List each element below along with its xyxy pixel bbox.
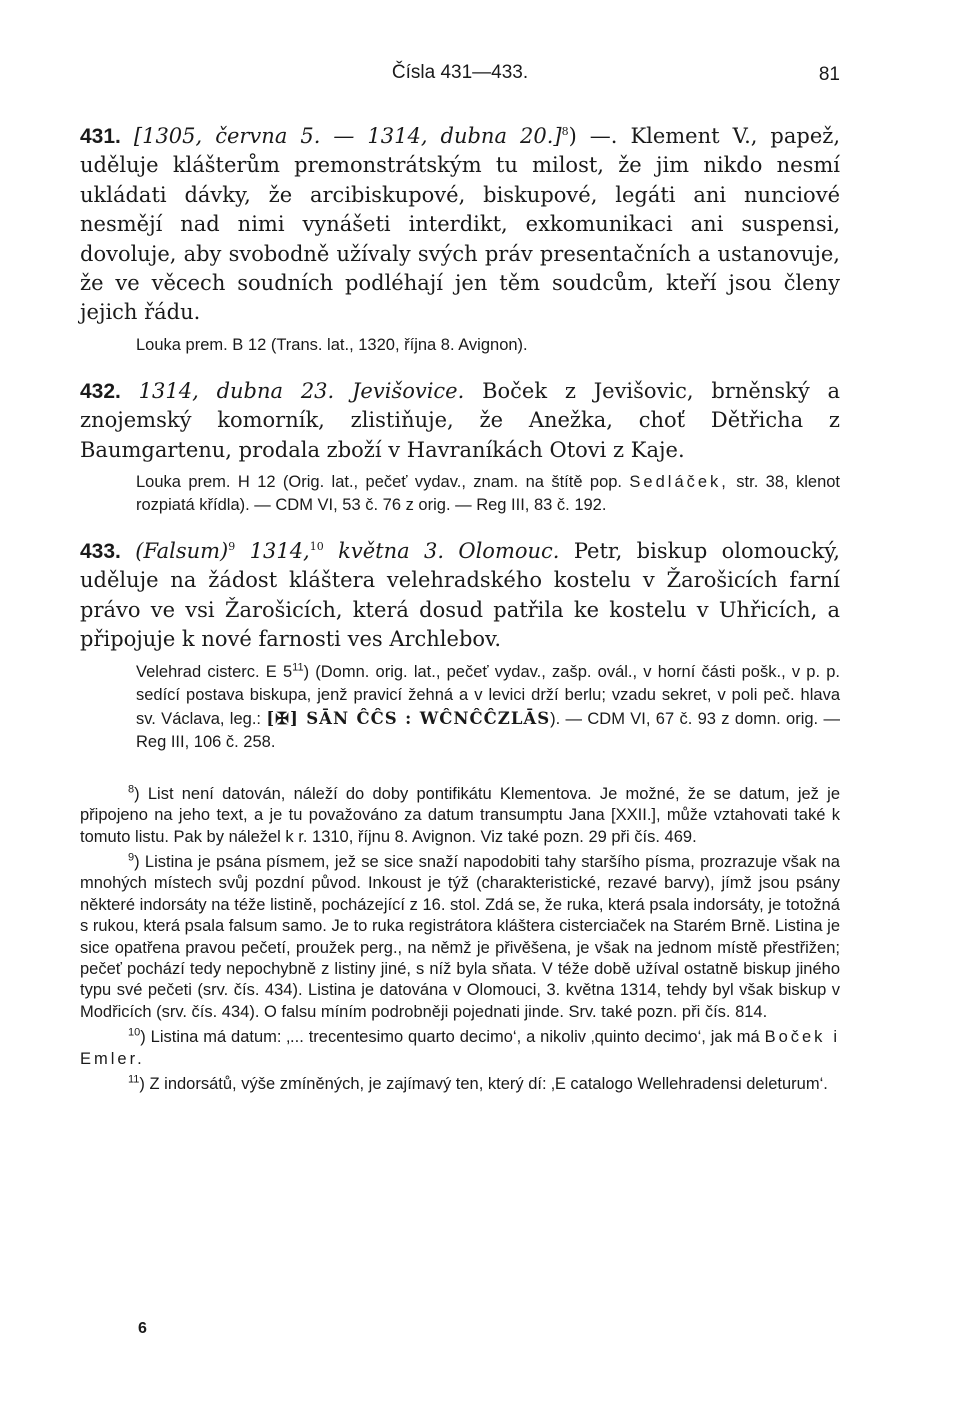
entry-date: (Falsum) xyxy=(135,539,229,564)
source-author: Sedláček, xyxy=(629,473,729,492)
entry-date: května 3. Olomouc. xyxy=(338,539,560,564)
entry-432-text xyxy=(80,377,840,465)
footnote-text: ) Listina má datum: ‚... trecentesimo quarto decimo‘, a nikoliv ‚quinto decimo‘, jak má xyxy=(140,1028,760,1047)
footnote-text: ) List není datován, náleží do doby pontifikátu Klementova. Je možné, že se datum, jež je připojeno na jeho text, a je tu považováno za datum transumptu Jana [XXII.], může vztahovati také k tomuto listu. Pak by náležel k r. 1310, říjnu 8. Avignon. Viz také pozn. 29 při čís. 469. xyxy=(80,784,840,846)
entry-431 xyxy=(80,122,840,357)
footnote-text: ) Listina je psána písmem, jež se sice snaží napodobiti tahy staršího písma, prozrazuje však na mnohých místech svůj pozdní původ. Inkoust je týž (charakteristické, rezavé barvy), jímž jsou psány některé indorsáty na téže listině, pocházející z 16. stol. Zdá se, že ruka, která psala indorsáty, je totožná s rukou, která psala falsum samo. Je to ruka registrátora kláštera cisterciaček na Starém Brně. Listina je sice opatřena pravou pečetí, proužek perg., na němž je přivěšena, je však na jednom místě přestřižen; pečeť pochází tedy nepochybně z listiny jiné, s níž byla sňata. V téže době užíval ostatně biskup jiného typu své pečeti (srv. čís. 434). Listina je datována v Olomouci, 3. května 1314, tehdy byl však biskup v Modřicích (srv. čís. 434). O falsu míním podrobněji pojednati jinde. Srv. také pozn. při čís. 814. xyxy=(80,852,840,1021)
footnote-8 xyxy=(80,784,840,848)
footnotes xyxy=(80,784,840,1096)
page-number: 81 xyxy=(818,64,840,85)
entry-source: Louka prem. B 12 (Trans. lat., 1320, října 8. Avignon). xyxy=(136,335,528,354)
page-content xyxy=(80,122,840,1099)
footnote-ref: 9 xyxy=(228,540,236,554)
footnote-mark: 8 xyxy=(128,783,135,796)
footnote-ref: 11 xyxy=(292,661,304,674)
footnote-10 xyxy=(80,1027,840,1070)
entry-body: ) —. Klement V., papež, uděluje klášterům premonstrátským tu milost, že jim nikdo nesmí ukládati dávky, že arcibiskupové, biskupové, legáti ani nunciové nesmějí nad nimi vynášeti interdikt, exkomunikaci ani suspensi, dovoluje, aby svobodně užívaly svých práv presentačních a ustanovuje, že ve věcech soudních podléhají jen těm soudcům, kteří jsou členy jejich řádu. xyxy=(80,124,840,325)
source-part: Velehrad cisterc. E 5 xyxy=(136,662,293,681)
seal-legend: [✠] SĀN ĈĈS : WĈNĈĈZLĀS xyxy=(266,708,551,728)
entry-432 xyxy=(80,377,840,517)
source-part: str. 38, klenot rozpiatá křídla). — CDM VI, 53 č. 76 z orig. — Reg III, 83 č. 192. xyxy=(136,473,841,515)
entry-source xyxy=(136,471,840,517)
footnote-ref: 8 xyxy=(561,125,569,138)
entry-body: Boček z Jevišovic, brněnský a znojemský komorník, zlistiňuje, že Anežka, choť Dětřicha z Baumgartenu, prodala zboží v Havraníkách Otovi z Kaje. xyxy=(80,378,840,462)
footnote-authors: Boček i Emler. xyxy=(80,1028,840,1068)
entry-number: 433. xyxy=(80,540,121,564)
running-title: Čísla 431—433. xyxy=(391,62,529,83)
footnote-ref: 10 xyxy=(309,540,324,554)
footnote-mark: 9 xyxy=(128,851,135,864)
source-part: ) (Domn. orig. lat., pečeť vydav., zašp. ovál., v horní části pošk., v p. p. sedící postava biskupa, jenž pravicí žehná a v levici drží berlu; vzadu sekret, v poli peč. hlava sv. Václava, leg.: xyxy=(136,662,840,728)
entry-433-text xyxy=(80,537,840,655)
footnote-9 xyxy=(80,852,840,1023)
footnote-mark: 11 xyxy=(128,1073,140,1086)
entry-date: 1314, dubna 23. Jevišovice. xyxy=(138,378,465,403)
footnote-text: ) Z indorsátů, výše zmíněných, je zajímavý ten, který dí: ‚E catalogo Wellehradensi deleturum‘. xyxy=(139,1074,828,1093)
entry-date: 1314, xyxy=(249,539,310,564)
entry-433 xyxy=(80,537,840,754)
entry-number: 432. xyxy=(80,379,121,403)
source-part: ). — CDM VI, 67 č. 93 z domn. orig. — Reg III, 106 č. 258. xyxy=(136,709,840,751)
entry-body: Petr, biskup olomoucký, uděluje na žádost kláštera velehradského kostelu v Žarošicích farní právo ve vsi Žarošicích, která dosud patřila ke kostelu v Uhřicích, a připojuje k nové farnosti ves Archlebov. xyxy=(80,539,840,652)
entry-number: 431. xyxy=(80,125,121,148)
page-header xyxy=(80,56,840,90)
source-part: Louka prem. H 12 (Orig. lat., pečeť vydav., znam. na štítě pop. xyxy=(136,473,623,492)
entry-431-text xyxy=(80,122,840,328)
entry-source xyxy=(136,661,840,754)
signature-mark: 6 xyxy=(138,1320,147,1337)
entry-date: [1305, června 5. — 1314, dubna 20.] xyxy=(133,124,562,148)
footnote-11 xyxy=(80,1074,840,1095)
footnote-mark: 10 xyxy=(128,1026,141,1039)
